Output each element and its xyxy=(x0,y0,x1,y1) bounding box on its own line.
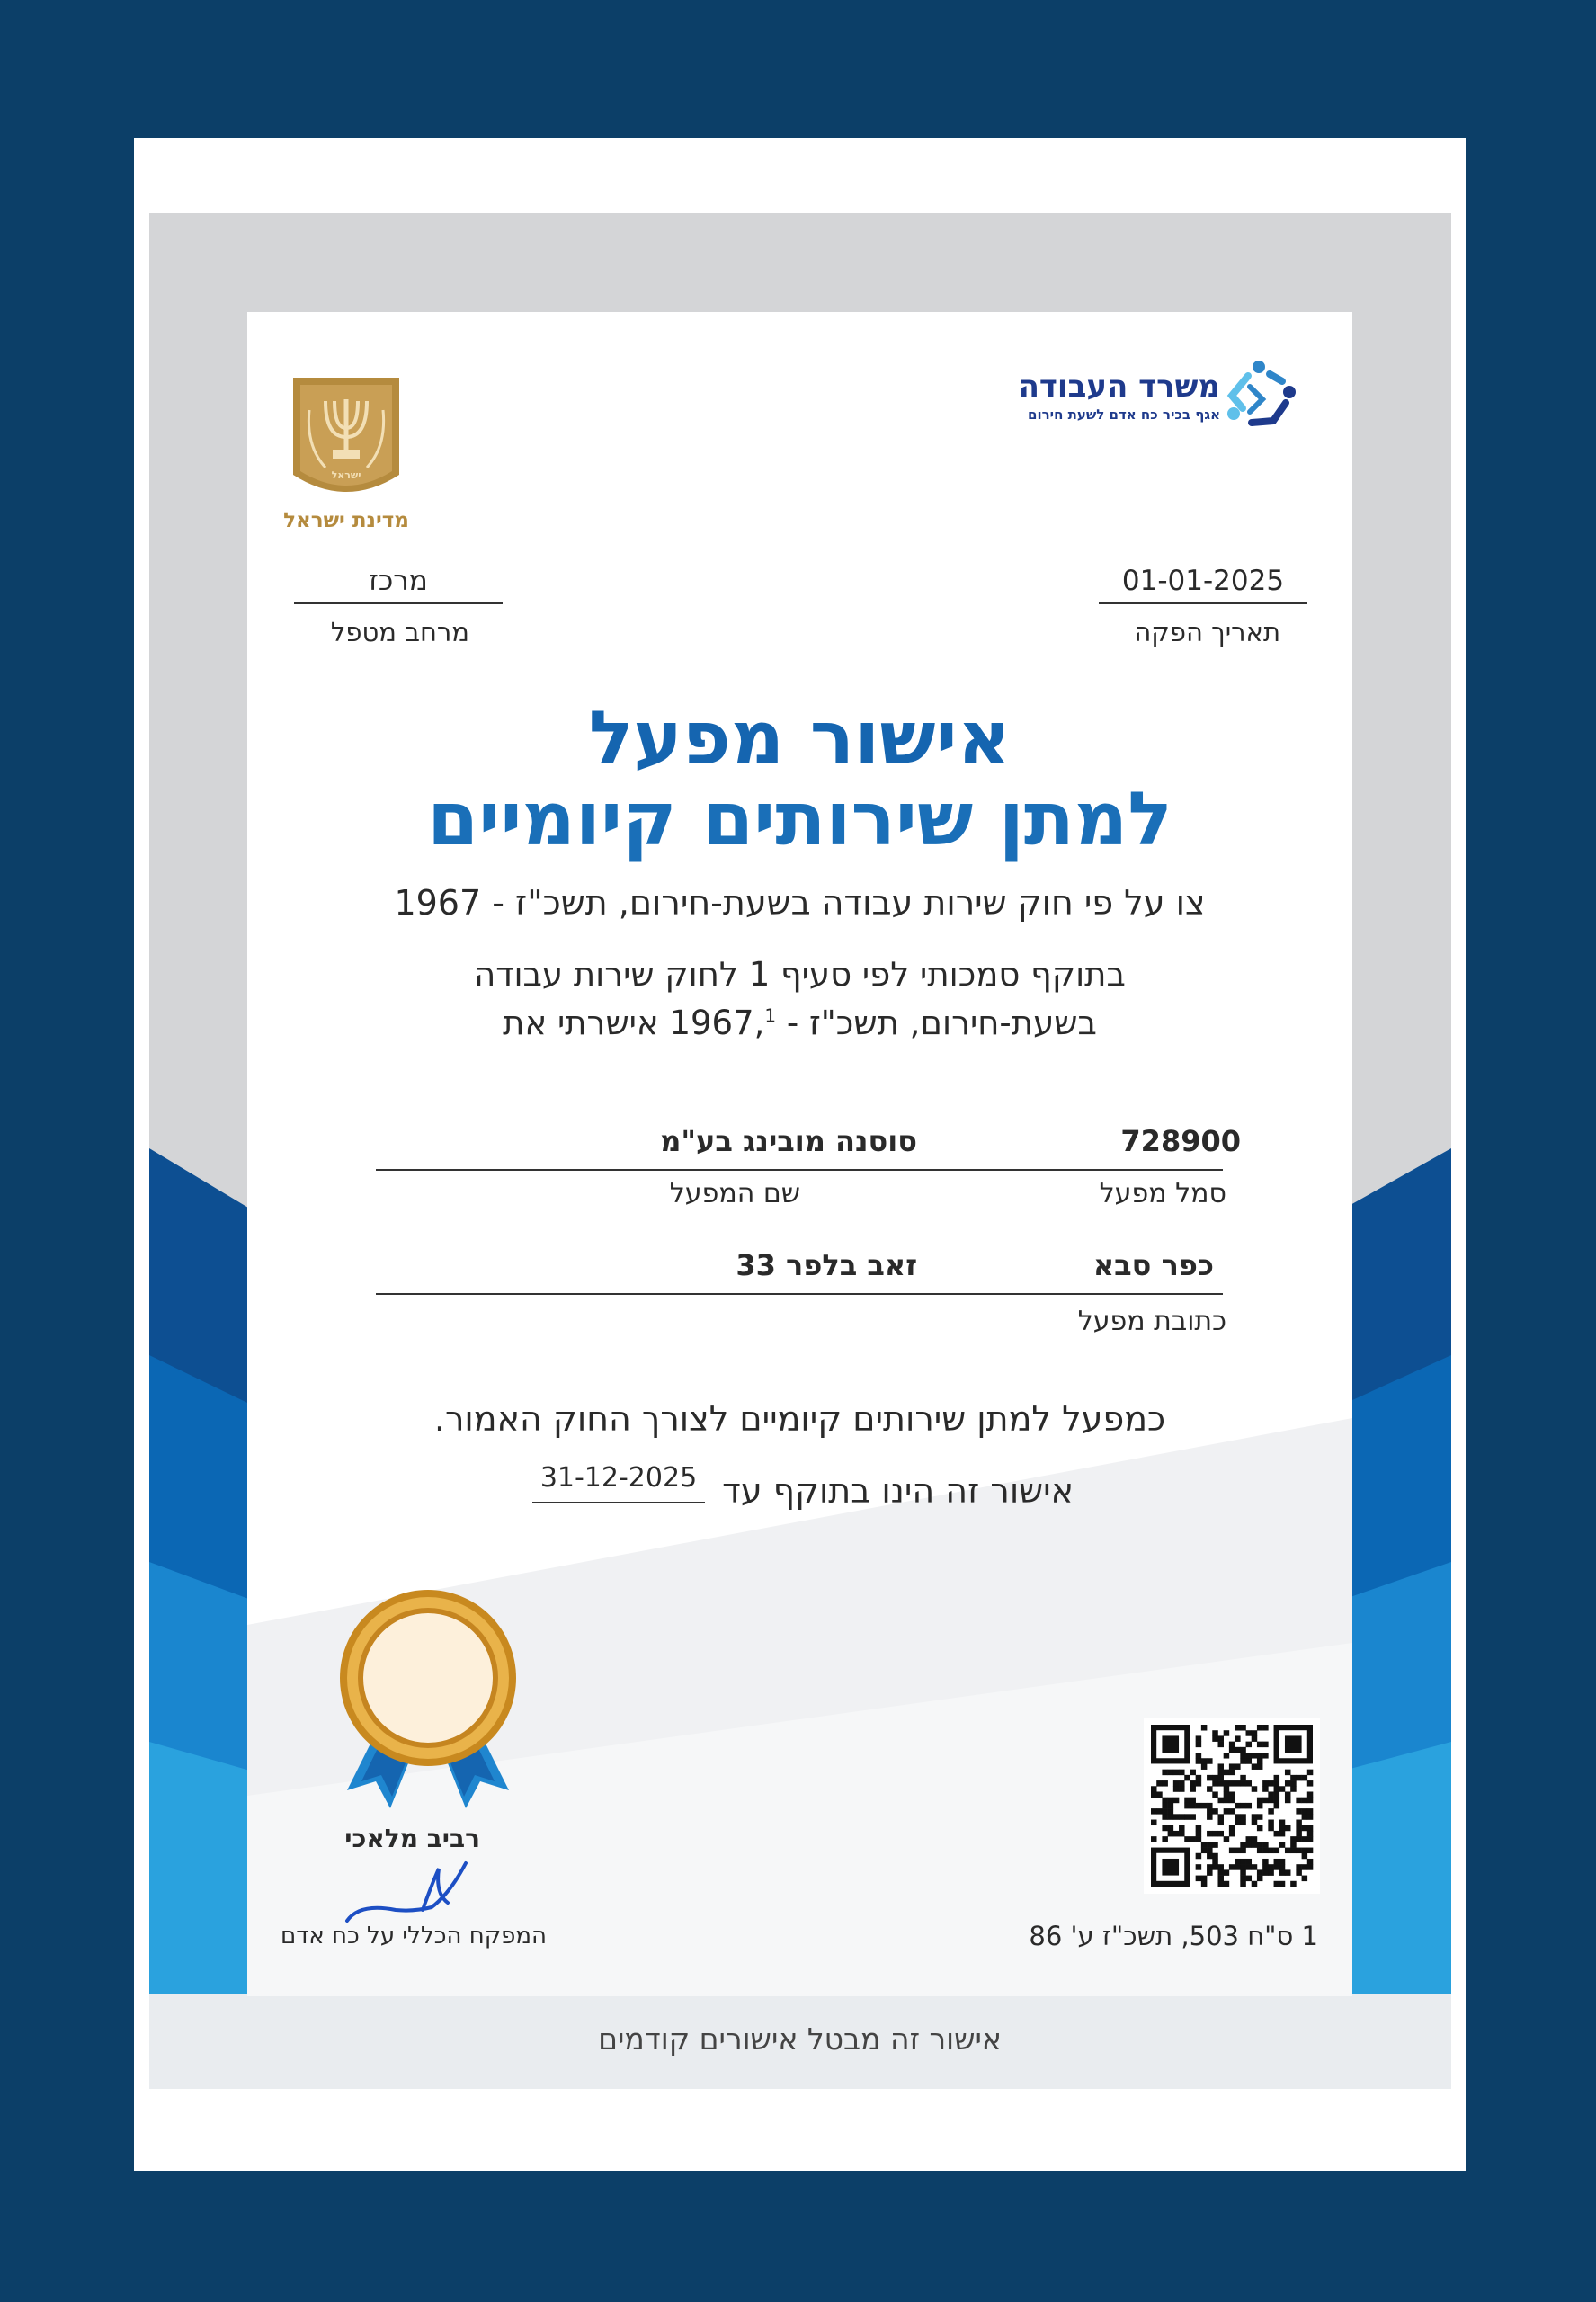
factory-name-label: שם המפעל xyxy=(669,1178,800,1209)
factory-id: 728900 xyxy=(1120,1124,1241,1158)
region-value: מרכז xyxy=(369,565,428,597)
qr-code-icon xyxy=(1144,1718,1320,1894)
issue-date-label: תאריך הפקה xyxy=(1134,617,1280,647)
authority-line1: בתוקף סמכותי לפי סעיף 1 לחוק שירות עבודה xyxy=(474,955,1126,994)
legal-footnote: 1 ס"ח 503, תשכ"ז ע' 86 xyxy=(1029,1921,1318,1951)
authority-line2-b: אישרתי את xyxy=(503,1004,670,1042)
statement: כמפעל למתן שירותים קיומיים לצורך החוק האמור. xyxy=(433,1399,1166,1439)
factory-id-label: סמל מפעל xyxy=(1099,1178,1226,1209)
certificate-title-line2: למתן שירותים קיומיים xyxy=(427,777,1172,862)
validity-date: 31-12-2025 xyxy=(539,1462,698,1494)
factory-city: כפר סבא xyxy=(1092,1248,1214,1282)
medal-seal-icon xyxy=(338,1588,518,1816)
ministry-name: משרד העבודה xyxy=(1018,369,1220,405)
factory-row1-underline xyxy=(376,1169,1223,1171)
order-line: צו על פי חוק שירות עבודה בשעת-חירום, תשכ"ז - 1967 xyxy=(394,883,1206,923)
factory-street: זאב בלפר 33 xyxy=(736,1248,917,1282)
emblem-inner-text: ישראל xyxy=(331,469,361,481)
emblem-caption: מדינת ישראל xyxy=(283,509,409,532)
issue-date-underline xyxy=(1099,602,1307,604)
ministry-logo-icon xyxy=(1223,360,1300,433)
cancel-note: אישור זה מבטל אישורים קודמים xyxy=(598,2021,1002,2057)
validity-date-underline xyxy=(532,1502,705,1503)
factory-name: סוסנה מובינג בע"מ xyxy=(660,1124,917,1158)
ministry-tagline: אגף בכיר כח אדם לשעת חירום xyxy=(1028,406,1220,423)
region-underline xyxy=(294,602,503,604)
issue-date: 01-01-2025 xyxy=(1121,565,1285,597)
factory-row2-underline xyxy=(376,1293,1223,1295)
signatory-name: רביב מלאכי xyxy=(344,1824,480,1853)
signatory-title: המפקח הכללי על כח אדם xyxy=(280,1923,548,1950)
footnote-mark: 1 xyxy=(764,1004,777,1027)
qr-code[interactable] xyxy=(1144,1718,1320,1894)
authority-line2 xyxy=(247,1004,1352,1042)
region-label: מרחב מטפל xyxy=(330,617,469,647)
factory-address-label: כתובת מפעל xyxy=(1077,1306,1226,1337)
certificate-title-line1: אישור מפעל xyxy=(588,696,1012,781)
state-emblem-icon xyxy=(290,374,403,511)
validity-prefix: אישור זה הינו בתוקף עד xyxy=(722,1471,1074,1511)
authority-line2-a: בשעת-חירום, תשכ"ז - 1967, xyxy=(669,1004,1097,1042)
